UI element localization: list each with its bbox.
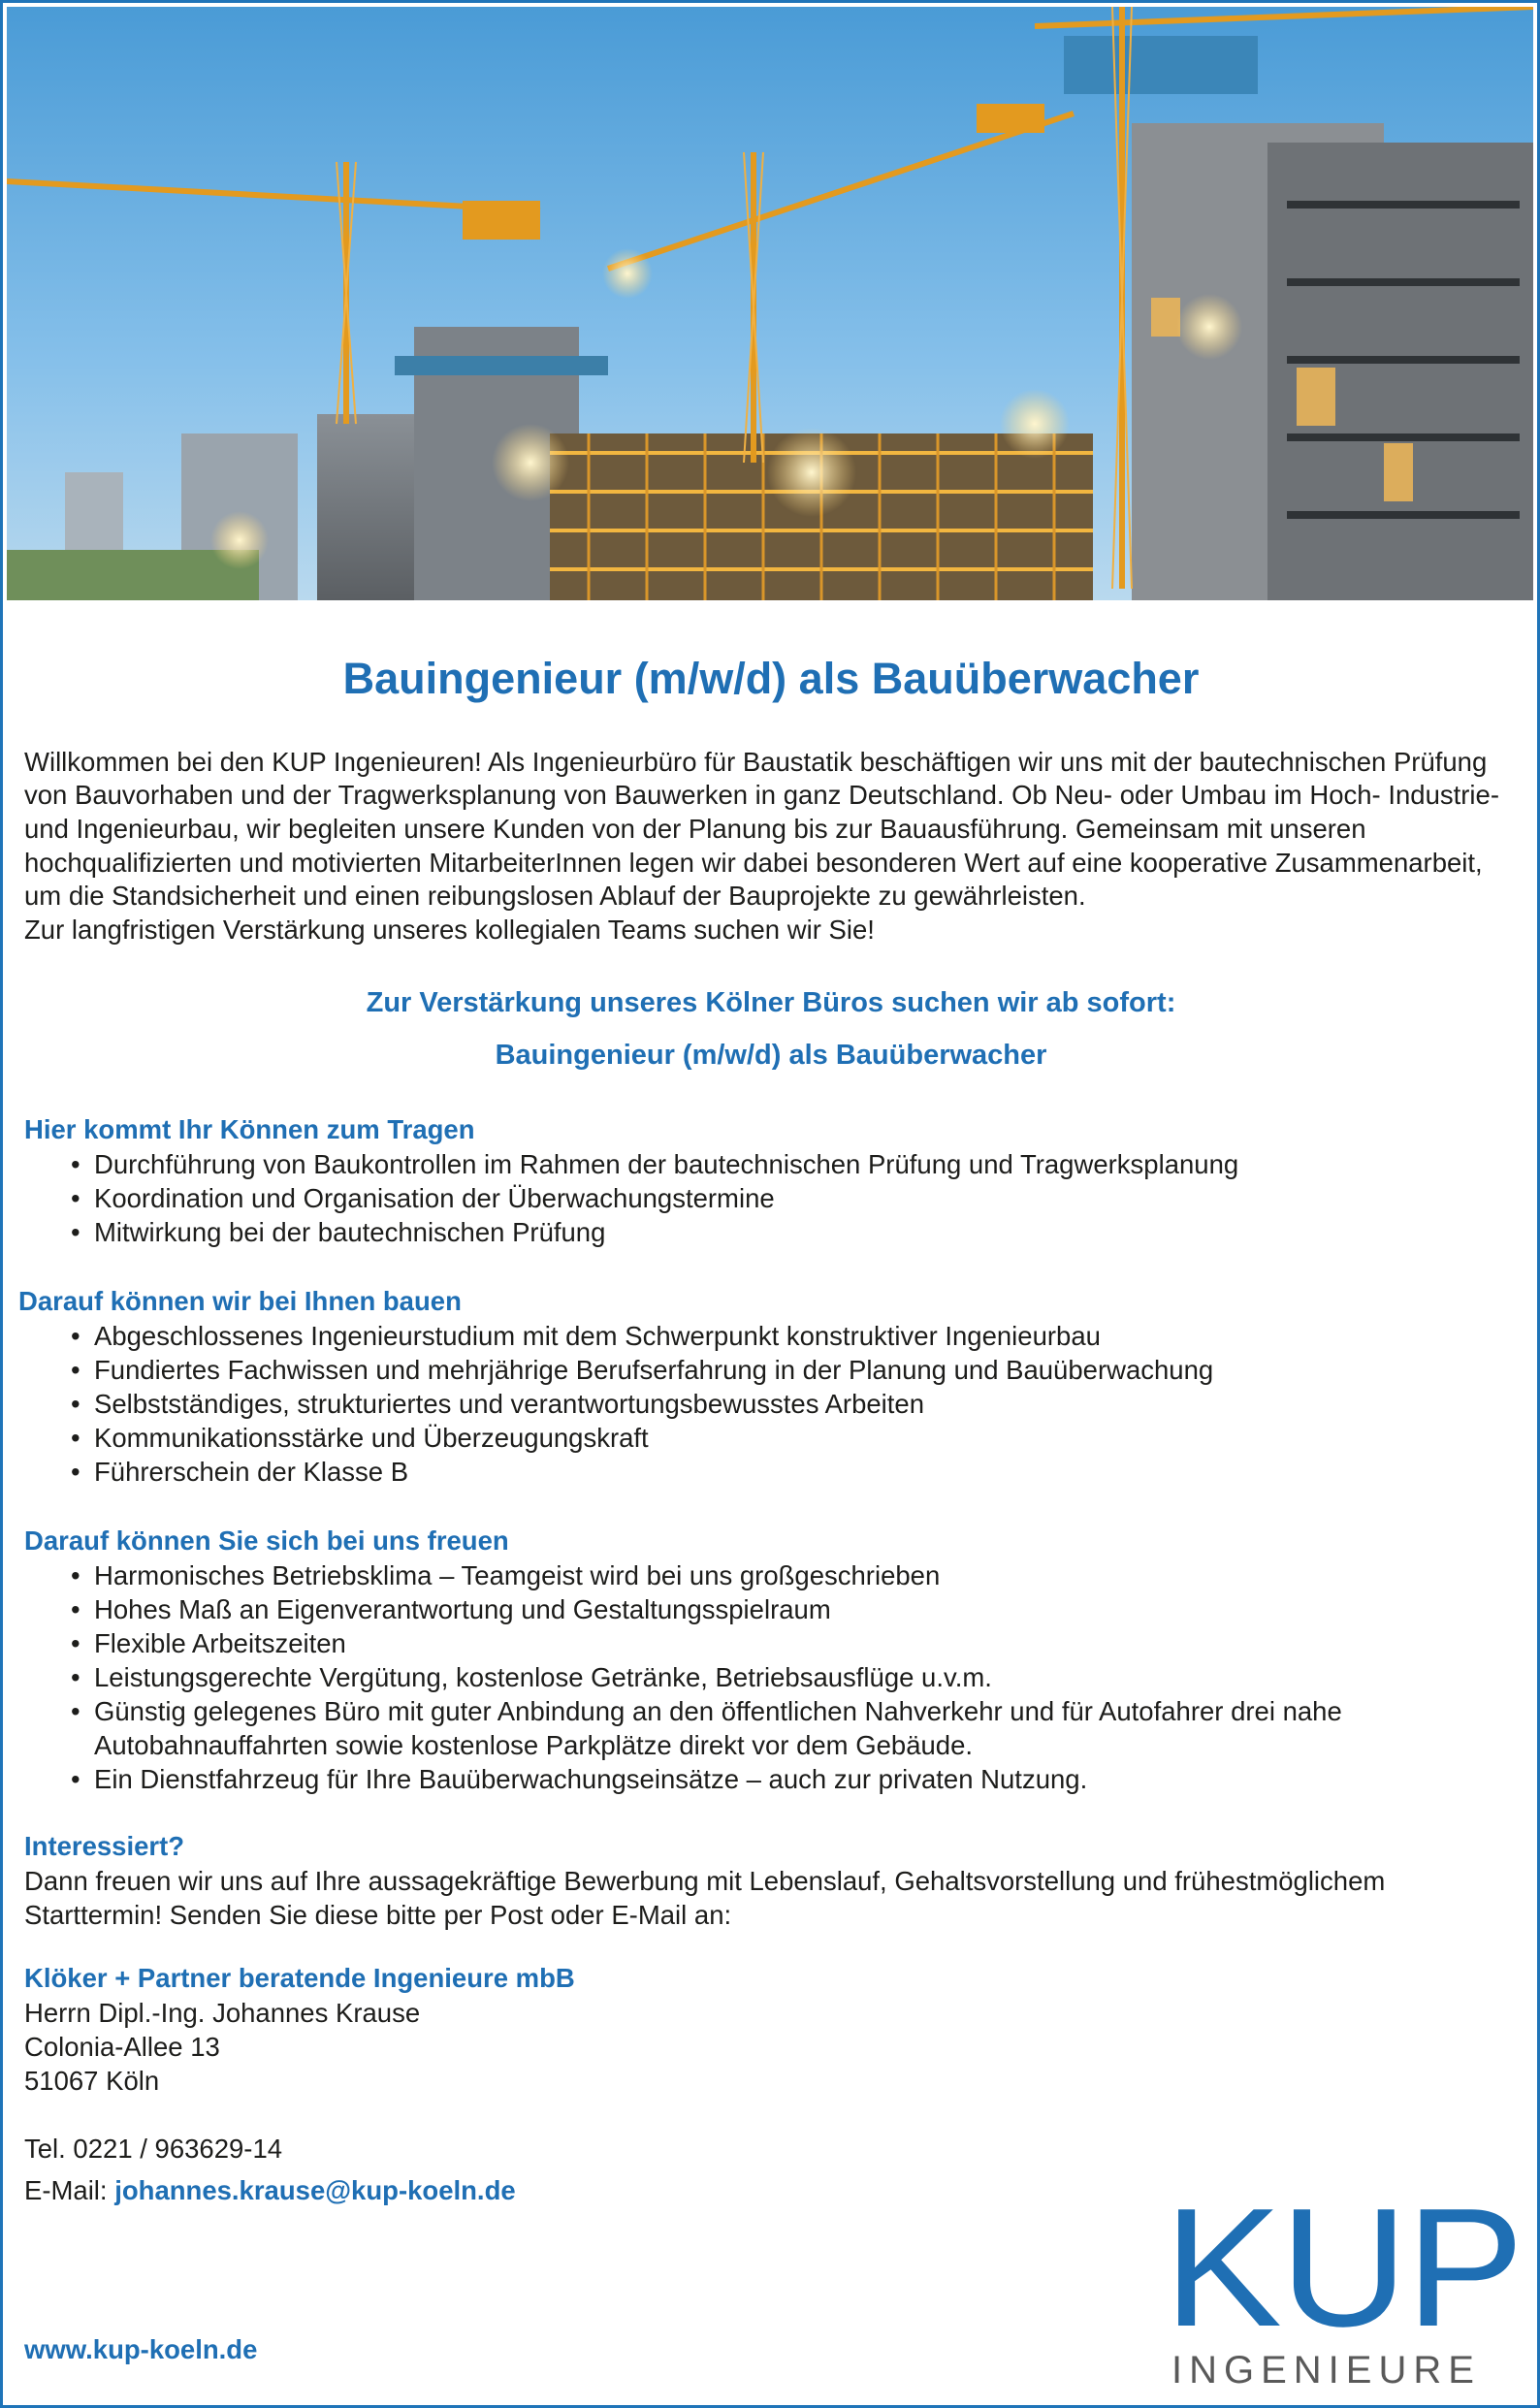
contact-person: Herrn Dipl.-Ing. Johannes Krause xyxy=(24,1997,421,2028)
contact-city: 51067 Köln xyxy=(24,2065,160,2096)
list-item: • Hohes Maß an Eigenverantwortung und Gestaltungsspielraum xyxy=(71,1592,1518,1626)
contact-phone: Tel. 0221 / 963629-14 xyxy=(24,2133,283,2164)
list-item: • Harmonisches Betriebsklima – Teamgeist wird bei uns großgeschrieben xyxy=(71,1558,1518,1592)
contact-block xyxy=(24,1961,1518,2207)
construction-site-photo xyxy=(7,7,1533,600)
contact-street: Colonia-Allee 13 xyxy=(24,2031,220,2062)
intro-paragraph: Willkommen bei den KUP Ingenieuren! Als Ingenieurbüro für Baustatik beschäftigen wir uns mit der bautechnischen Prüfung von Bauvorhaben und der Tragwerksplanung von Bauwerken in ganz Deutschland. Ob Neu- oder Umbau im Hoch- Industrie- und Ingenieurbau, wir begleiten unsere Kunden von der Planung bis zur Bauausführung. Gemeinsam mit unseren hochqualifizierten und motivierten MitarbeiterInnen legen wir dabei besonderen Wert auf eine kooperative Zusammenarbeit, um die Standsicherheit und einen reibungslosen Ablauf der Bauprojekte zu gewährleisten. xyxy=(24,746,1499,912)
kup-logo xyxy=(1164,2172,1523,2392)
list-item: • Abgeschlossenes Ingenieurstudium mit dem Schwerpunkt konstruktiver Ingenieurbau xyxy=(71,1319,1518,1353)
requirements-list xyxy=(18,1319,1518,1489)
list-item: • Kommunikationsstärke und Überzeugungskraft xyxy=(71,1421,1518,1455)
list-item: • Führerschein der Klasse B xyxy=(71,1455,1518,1489)
tasks-section xyxy=(24,1112,1518,1249)
requirements-section xyxy=(18,1284,1518,1489)
benefits-list xyxy=(24,1558,1518,1796)
email-label: E-Mail: xyxy=(24,2174,115,2205)
list-item: • Fundiertes Fachwissen und mehrjährige Berufserfahrung in der Planung und Bauüberwachung xyxy=(71,1353,1518,1387)
logo-wordmark: KUP xyxy=(1164,2172,1523,2361)
benefits-section xyxy=(24,1524,1518,1796)
list-item: • Koordination und Organisation der Überwachungstermine xyxy=(71,1181,1518,1215)
list-item: • Mitwirkung bei der bautechnischen Prüfung xyxy=(71,1215,1518,1249)
tasks-title: Hier kommt Ihr Können zum Tragen xyxy=(24,1113,475,1144)
list-item: • Flexible Arbeitszeiten xyxy=(71,1626,1518,1660)
website-link[interactable]: www.kup-koeln.de xyxy=(24,2334,258,2364)
list-item: • Günstig gelegenes Büro mit guter Anbindung an den öffentlichen Nahverkehr und für Autofahrer drei nahe Autobahnauffahrten sowie kostenlose Parkplätze direkt vor dem Gebäude. xyxy=(71,1694,1518,1762)
interested-title: Interessiert? xyxy=(24,1830,185,1861)
list-item: • Leistungsgerechte Vergütung, kostenlose Getränke, Betriebsausflüge u.v.m. xyxy=(71,1660,1518,1694)
tasks-list xyxy=(24,1147,1518,1249)
benefits-title: Darauf können Sie sich bei uns freuen xyxy=(24,1525,509,1556)
intro-closing: Zur langfristigen Verstärkung unseres kollegialen Teams suchen wir Sie! xyxy=(24,915,875,946)
page-title: Bauingenieur (m/w/d) als Bauüberwacher xyxy=(342,654,1200,703)
requirements-title: Darauf können wir bei Ihnen bauen xyxy=(18,1285,462,1316)
interested-text: Dann freuen wir uns auf Ihre aussagekräftige Bewerbung mit Lebenslauf, Gehaltsvorstellung und frühestmöglichem Starttermin! Senden Sie diese bitte per Post oder E-Mail an: xyxy=(24,1865,1386,1930)
list-item: • Durchführung von Baukontrollen im Rahmen der bautechnischen Prüfung und Tragwerksplanung xyxy=(71,1147,1518,1181)
logo-subtitle: INGENIEURE xyxy=(1171,2349,1481,2392)
subheadline-line2: Bauingenieur (m/w/d) als Bauüberwacher xyxy=(495,1039,1047,1071)
subheadline-line1: Zur Verstärkung unseres Kölner Büros suchen wir ab sofort: xyxy=(366,986,1176,1018)
email-link[interactable]: johannes.krause@kup-koeln.de xyxy=(114,2174,516,2205)
intro-text xyxy=(24,746,1518,947)
ad-content xyxy=(18,624,1518,2207)
interested-section xyxy=(24,1829,1518,1932)
list-item: • Selbstständiges, strukturiertes und verantwortungsbewusstes Arbeiten xyxy=(71,1387,1518,1421)
list-item: • Ein Dienstfahrzeug für Ihre Bauüberwachungseinsätze – auch zur privaten Nutzung. xyxy=(71,1762,1518,1796)
company-name: Klöker + Partner beratende Ingenieure mbB xyxy=(24,1962,575,1993)
